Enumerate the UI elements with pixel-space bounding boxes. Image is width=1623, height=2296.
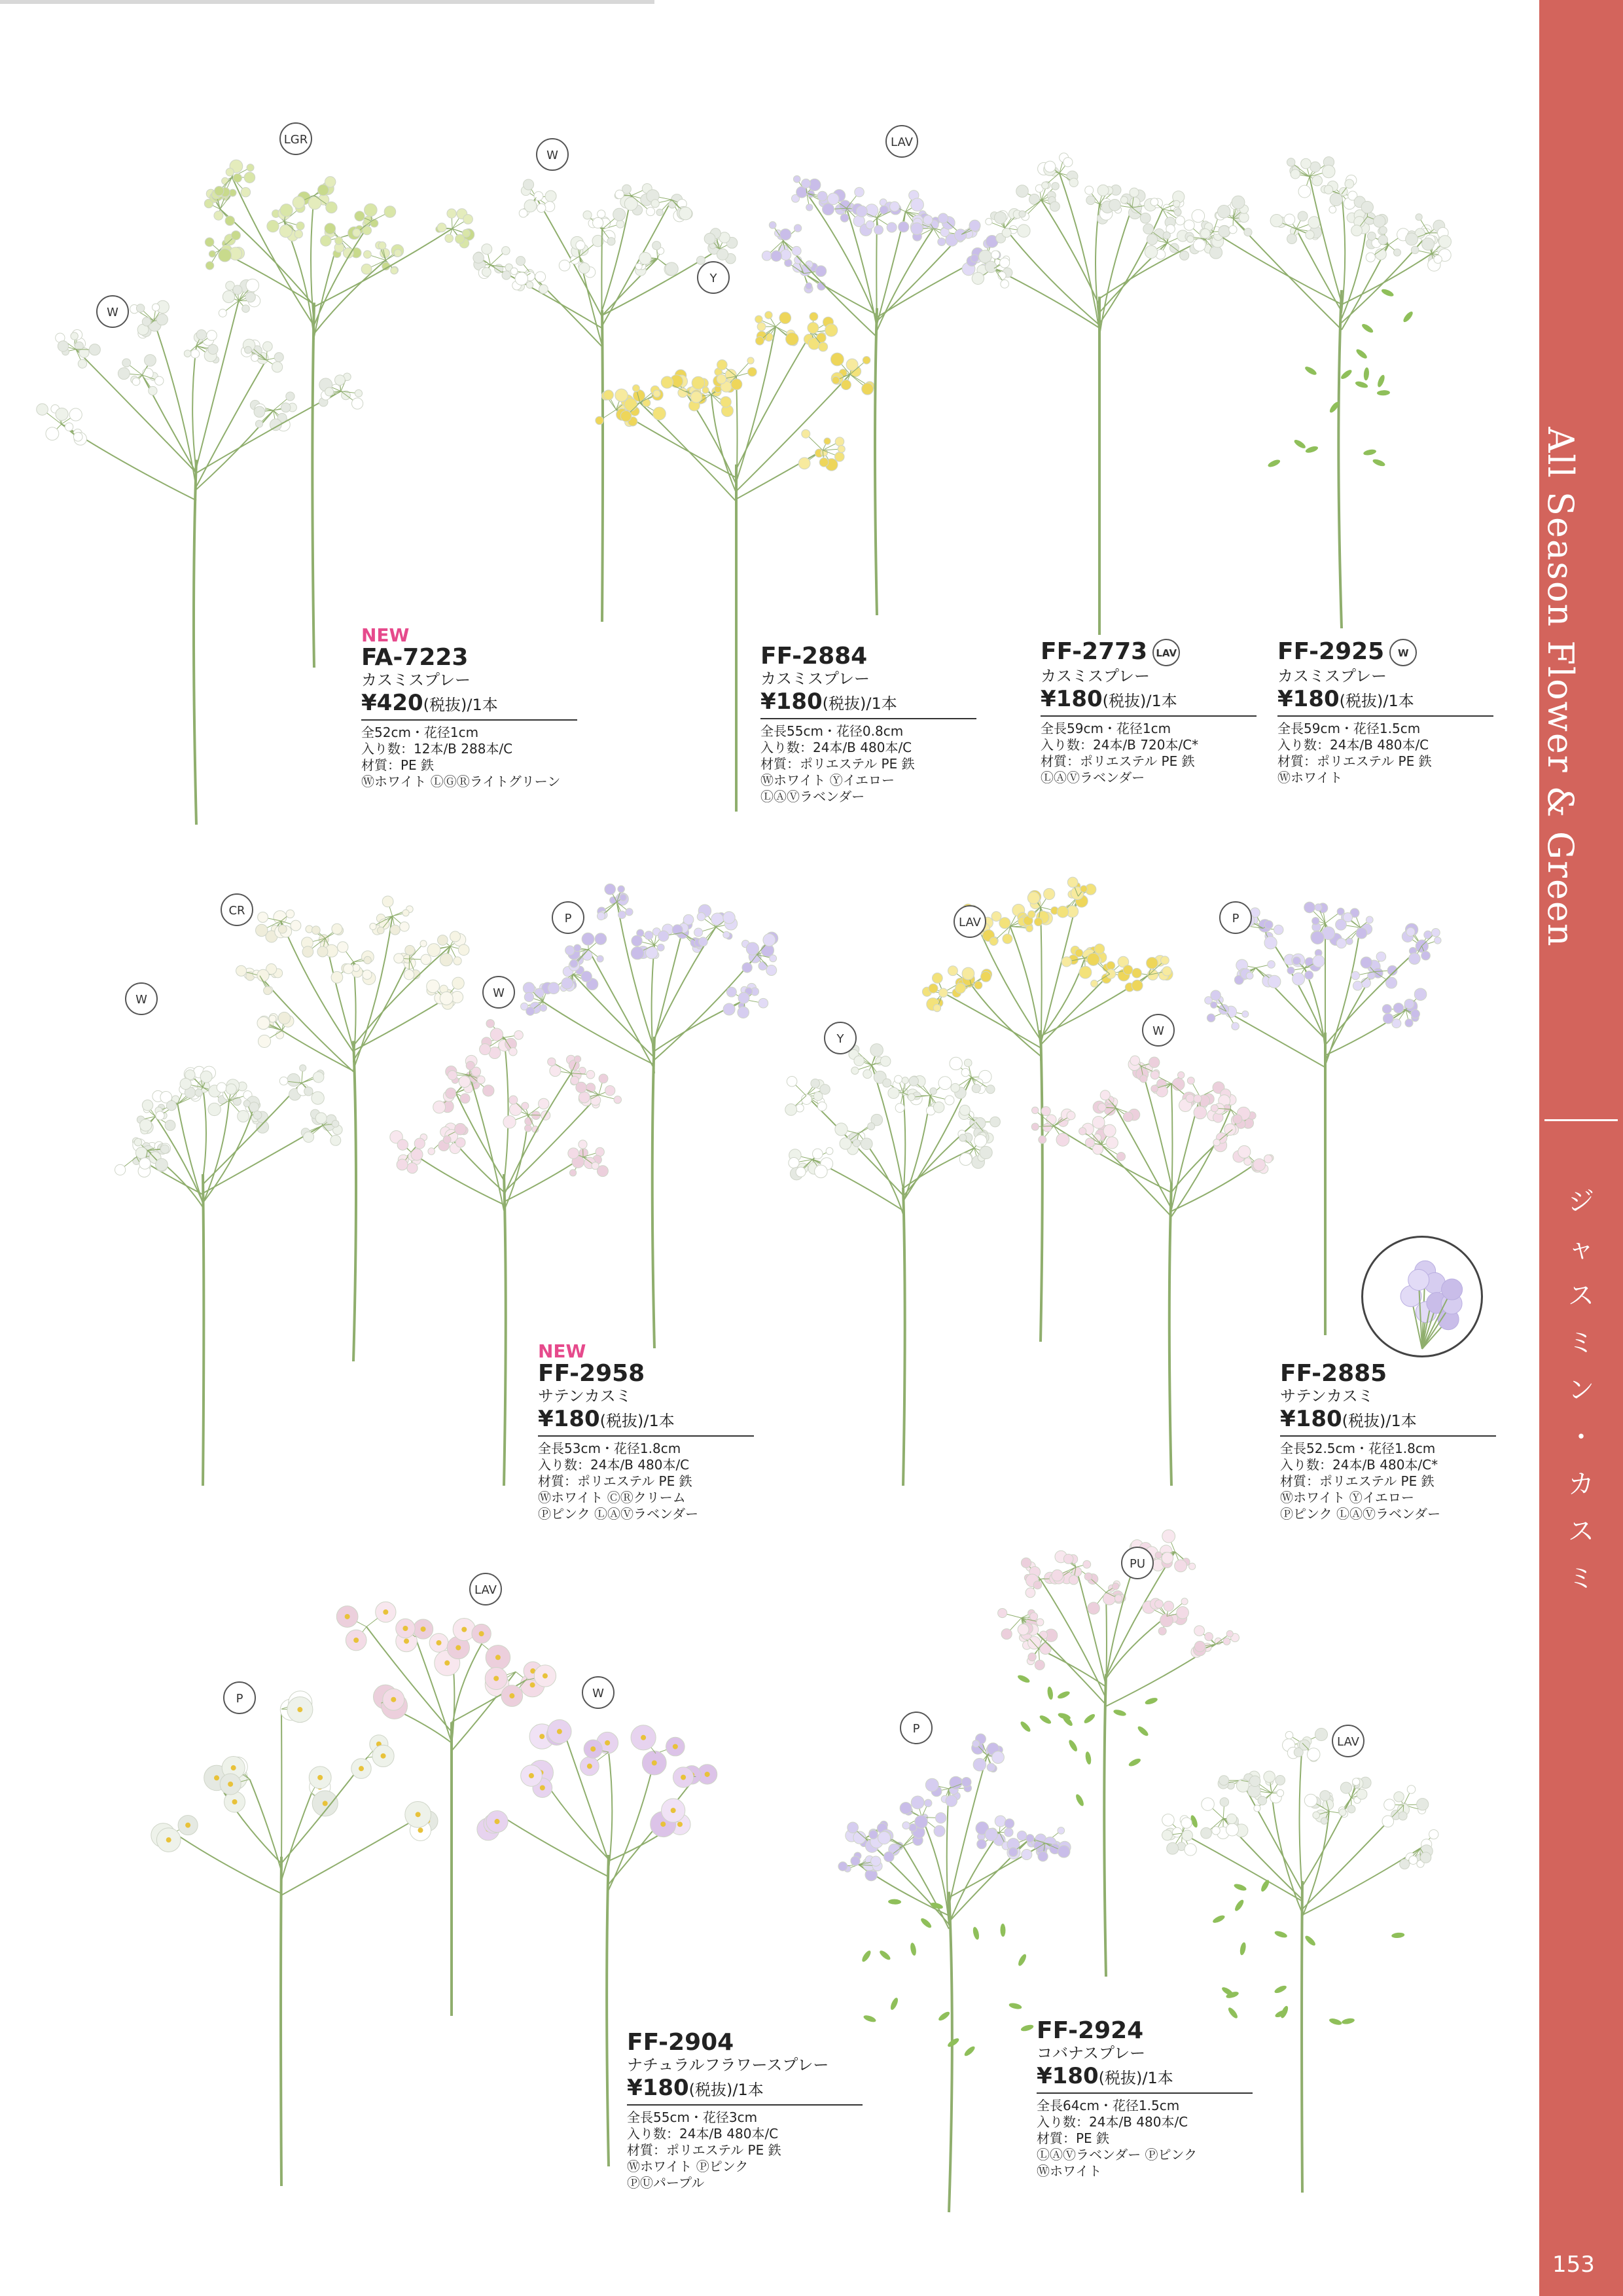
spec-colors: ⓁⒶⓋラベンダー [1041,770,1145,785]
spec-size: 全長64cm・花径1.5cm [1037,2098,1180,2113]
price: ¥420 [361,690,423,716]
price-line [1037,2063,1253,2094]
spec-material: 材質：ポリエステル PE 鉄 [538,1473,692,1489]
spec-colors-2: Ⓟピンク ⓁⒶⓋラベンダー [1280,1506,1441,1522]
plant-image [209,131,419,668]
spec-size: 全52cm・花径1cm [361,725,479,740]
color-badge: LAV [954,905,986,938]
sidebar-subtitle-char: ミ [1568,1564,1594,1594]
price-suffix: (税抜)/1本 [423,696,498,714]
spec-size: 全長53cm・花径1.8cm [538,1441,681,1456]
color-badge: Y [697,261,730,294]
spec-material: 材質：ポリエステル PE 鉄 [627,2142,781,2158]
spec-colors-2: ⓅⓊパープル [627,2175,705,2191]
color-badge: P [552,901,584,934]
page-number: 153 [1552,2251,1595,2278]
product-name: ナチュラルフラワースプレー [627,2056,829,2074]
product-code: FF-2884 [760,643,868,670]
color-badge: W [125,982,158,1015]
spec-material: 材質：PE 鉄 [361,757,435,773]
color-badge: W [1389,639,1417,666]
sidebar-divider [1544,1119,1618,1121]
price-suffix: (税抜)/1本 [1098,2069,1173,2087]
spec-size: 全長52.5cm・花径1.8cm [1280,1441,1436,1456]
product-ff-2773 [1041,639,1257,786]
detail-zoom-image [1363,1238,1481,1355]
product-name: カスミスプレー [1041,667,1150,685]
sidebar-subtitle-char: カ [1568,1469,1594,1499]
plant-ff2925 [1243,131,1440,628]
plant-ff2884-lavender [779,164,975,615]
product-name: サテンカスミ [538,1387,632,1405]
sidebar-subtitle-char: ン [1568,1375,1594,1405]
new-tag: NEW [361,624,410,646]
spec-material: 材質：ポリエステル PE 鉄 [760,756,915,772]
spec-material: 材質：ポリエステル PE 鉄 [1277,753,1432,769]
spec-quantity: 入り数：24本/B 480本/C [1277,737,1429,753]
price: ¥180 [1041,686,1103,712]
spec-colors-2: Ⓟピンク ⓁⒶⓋラベンダー [538,1506,699,1522]
color-badge: Y [824,1022,857,1054]
color-badge: W [1142,1014,1175,1047]
spec-quantity: 入り数：12本/B 288本/C [361,741,513,757]
plant-ff2958-lavender [556,890,753,1348]
color-badge: W [482,976,515,1009]
price: ¥180 [538,1406,600,1432]
new-tag: NEW [538,1340,586,1362]
price: ¥180 [1037,2063,1099,2089]
spec-quantity: 入り数：24本/B 480本/C [760,740,912,755]
price-suffix: (税抜)/1本 [1339,692,1414,710]
product-code: FF-2904 [627,2029,734,2056]
product-ff-2885 [1280,1361,1496,1522]
color-badge: P [900,1712,933,1744]
spec-material: 材質：ポリエステル PE 鉄 [1280,1473,1435,1489]
product-name: サテンカスミ [1280,1387,1374,1405]
price: ¥180 [1277,686,1340,712]
price-line [1041,686,1257,717]
sidebar-title: All Season Flower & Green [1540,427,1581,948]
spec-colors: Ⓦホワイト Ⓨイエロー [1280,1490,1414,1505]
price: ¥180 [627,2075,689,2101]
sidebar-subtitle-char: ジ [1568,1187,1594,1217]
product-name: カスミスプレー [1277,667,1387,685]
spec-size: 全長59cm・花径1cm [1041,721,1171,736]
product-name: カスミスプレー [760,670,870,688]
spec-material: 材質：ポリエステル PE 鉄 [1041,753,1195,769]
spec-size: 全長55cm・花径3cm [627,2109,758,2125]
price-suffix: (税抜)/1本 [1342,1412,1417,1430]
price-suffix: (税抜)/1本 [1102,692,1177,710]
sidebar-band [1539,0,1623,2296]
spec-colors: Ⓦホワイト ⒸⓇクリーム [538,1490,686,1505]
spec-quantity: 入り数：24本/B 480本/C [1037,2114,1188,2130]
price-suffix: (税抜)/1本 [599,1412,675,1430]
color-badge: W [96,295,129,328]
plant-fa7223-lightgreen [209,131,419,668]
spec-quantity: 入り数：24本/B 720本/C* [1041,737,1199,753]
spec-colors: ⓁⒶⓋラベンダー Ⓟピンク [1037,2147,1198,2162]
product-code: FF-2924 [1037,2017,1144,2044]
product-code: FF-2885 [1280,1360,1387,1387]
price-suffix: (税抜)/1本 [688,2081,764,2099]
sidebar-subtitle [1558,1178,1604,1602]
spec-quantity: 入り数：24本/B 480本/C [538,1457,690,1473]
product-name: カスミスプレー [361,671,471,689]
plant-image [1243,131,1440,628]
price-line [538,1406,754,1437]
product-code [1041,639,1257,666]
price-line [760,689,976,719]
spec-colors-2: ⓁⒶⓋラベンダー [760,789,865,804]
color-badge: P [1219,901,1252,934]
price: ¥180 [1280,1406,1342,1432]
sidebar-subtitle-char: ス [1568,1281,1594,1311]
product-code-text: FF-2925 [1277,638,1385,665]
color-badge: W [582,1676,615,1709]
color-badge: LGR [279,122,312,155]
spec-quantity: 入り数：24本/B 480本/C [627,2126,779,2142]
spec-colors: Ⓦホワイト Ⓟピンク [627,2159,749,2174]
price: ¥180 [760,689,823,715]
color-badge: LAV [1332,1725,1364,1757]
product-code: FF-2958 [538,1360,645,1387]
color-badge: LAV [885,125,918,158]
sidebar-subtitle-char: ス [1568,1516,1594,1547]
color-badge: LAV [469,1573,502,1605]
price-line [1277,686,1493,717]
price-line [361,690,577,721]
plant-image [779,164,975,615]
price-line [1280,1406,1496,1437]
product-ff-2884 [760,644,976,805]
price-suffix: (税抜)/1本 [822,694,897,713]
color-badge: LAV [1152,639,1180,666]
product-ff-2925 [1277,639,1493,786]
color-badge: W [536,138,569,171]
top-rule [0,0,654,4]
product-ff-2904 [627,2030,863,2191]
spec-material: 材質：PE 鉄 [1037,2130,1110,2146]
plant-image [988,137,1211,635]
spec-colors-2: Ⓦホワイト [1037,2163,1102,2179]
color-badge: P [223,1681,256,1714]
product-ff-2958 [538,1342,754,1522]
color-badge: CR [221,893,253,926]
price-line [627,2075,863,2106]
spec-colors: Ⓦホワイト ⓁⒼⓇライトグリーン [361,774,561,789]
plant-image [556,890,753,1348]
product-fa-7223 [361,626,577,790]
sidebar-subtitle-char: ミ [1568,1328,1594,1358]
spec-quantity: 入り数：24本/B 480本/C* [1280,1457,1438,1473]
product-code: FA-7223 [361,644,469,671]
sidebar-subtitle-char: ャ [1568,1234,1594,1264]
plant-ff2773 [988,137,1211,635]
spec-colors: Ⓦホワイト [1277,770,1343,785]
product-code-text: FF-2773 [1041,638,1148,665]
spec-size: 全長59cm・花径1.5cm [1277,721,1421,736]
product-ff-2924 [1037,2018,1253,2179]
product-code [1277,639,1493,666]
sidebar-subtitle-char: ・ [1568,1422,1594,1452]
spec-colors: Ⓦホワイト Ⓨイエロー [760,772,895,788]
spec-size: 全長55cm・花径0.8cm [760,723,904,739]
detail-zoom-circle [1361,1236,1483,1357]
color-badge: PU [1121,1547,1154,1579]
product-name: コバナスプレー [1037,2044,1146,2062]
